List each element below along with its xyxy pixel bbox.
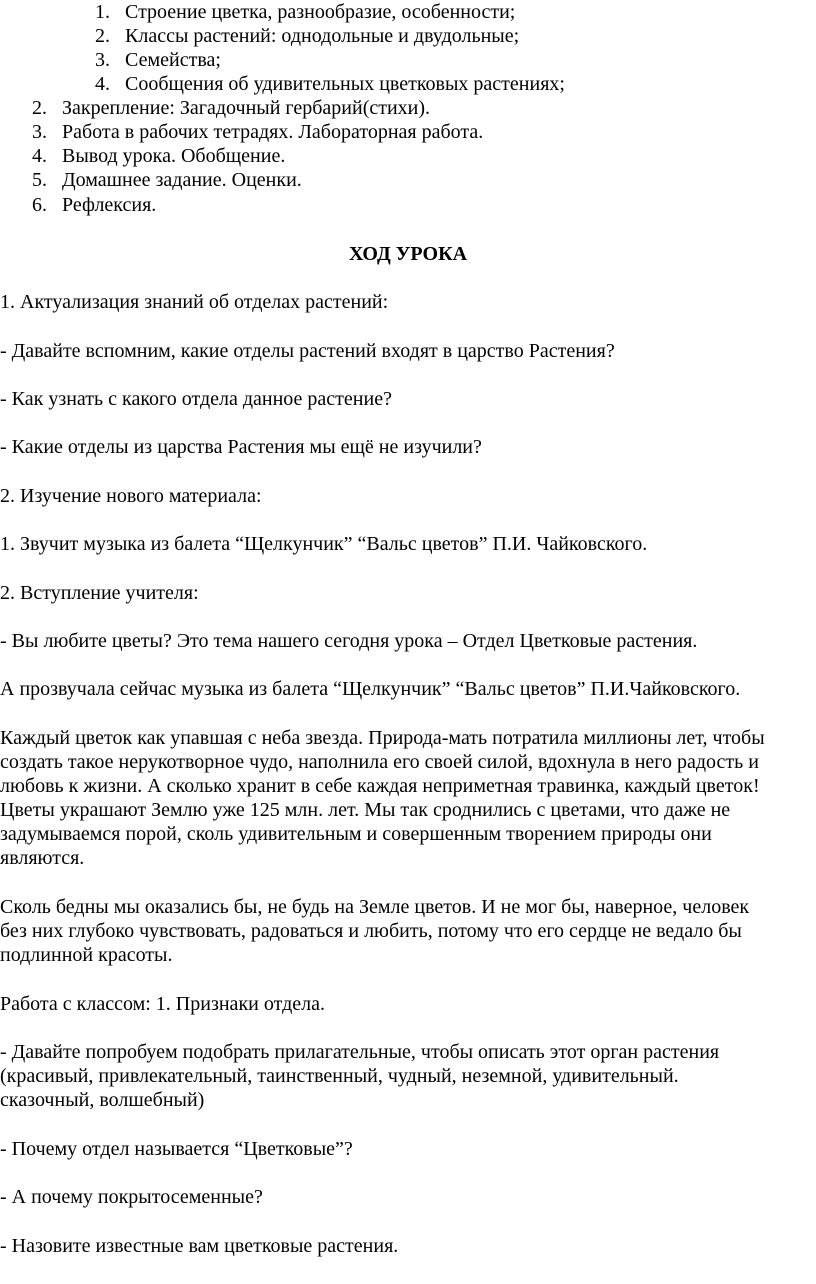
paragraph-line: 1. Звучит музыка из балета “Щелкунчик” “Вальс цветов” П.И. Чайковского. <box>0 533 648 555</box>
sub-list-item: Семейства; <box>125 49 221 71</box>
main-list-item: Закрепление: Загадочный гербарий(стихи). <box>62 97 431 119</box>
paragraph-line: - Какие отделы из царства Растения мы ещё не изучили? <box>0 436 482 458</box>
paragraph-line: без них глубоко чувствовать, радоваться и любить, потому что его сердце не ведало бы <box>0 920 742 942</box>
paragraph-line: (красивый, привлекательный, таинственный, чудный, неземной, удивительный. <box>0 1065 679 1087</box>
sub-list-number: 2. <box>95 25 110 47</box>
paragraph-line: - Как узнать с какого отдела данное растение? <box>0 388 392 410</box>
paragraph-line: Каждый цветок как упавшая с неба звезда. Природа-мать потратила миллионы лет, чтобы <box>0 727 765 749</box>
paragraph-line: сказочный, волшебный) <box>0 1089 205 1111</box>
main-list-item: Домашнее задание. Оценки. <box>62 169 302 191</box>
paragraph-line: - Давайте попробуем подобрать прилагательные, чтобы описать этот орган растения <box>0 1041 720 1063</box>
lesson-title: ХОД УРОКА <box>348 243 468 265</box>
sub-list-number: 4. <box>95 73 110 95</box>
paragraph-line: 1. Актуализация знаний об отделах растений: <box>0 291 389 313</box>
paragraph-line: А прозвучала сейчас музыка из балета “Щелкунчик” “Вальс цветов” П.И.Чайковского. <box>0 678 741 700</box>
paragraph-line: подлинной красоты. <box>0 944 173 966</box>
sub-list-number: 1. <box>95 1 110 23</box>
main-list-number: 5. <box>32 169 47 191</box>
main-list-number: 6. <box>32 194 47 216</box>
paragraph-line: 2. Изучение нового материала: <box>0 485 262 507</box>
sub-list-item: Сообщения об удивительных цветковых растениях; <box>125 73 565 95</box>
main-list-number: 3. <box>32 121 47 143</box>
paragraph-line: - Назовите известные вам цветковые растения. <box>0 1235 399 1257</box>
main-list-number: 4. <box>32 145 47 167</box>
sub-list-item: Классы растений: однодольные и двудольные; <box>125 25 520 47</box>
sub-list-number: 3. <box>95 49 110 71</box>
main-list-number: 2. <box>32 97 47 119</box>
paragraph-line: любовь к жизни. А сколько хранит в себе каждая неприметная травинка, каждый цветок! <box>0 775 760 797</box>
main-list-item: Вывод урока. Обобщение. <box>62 145 286 167</box>
main-list-item: Рефлексия. <box>62 194 157 216</box>
paragraph-line: - Почему отдел называется “Цветковые”? <box>0 1138 353 1160</box>
paragraph-line: - Вы любите цветы? Это тема нашего сегодня урока – Отдел Цветковые растения. <box>0 630 698 652</box>
paragraph-line: создать такое нерукотворное чудо, наполнила его своей силой, вдохнула в него радость и <box>0 751 759 773</box>
paragraph-line: Работа с классом: 1. Признаки отдела. <box>0 993 325 1015</box>
paragraph-line: являются. <box>0 847 85 869</box>
paragraph-line: 2. Вступление учителя: <box>0 582 199 604</box>
paragraph-line: Цветы украшают Землю уже 125 млн. лет. Мы так сроднились с цветами, что даже не <box>0 799 731 821</box>
paragraph-line: - Давайте вспомним, какие отделы растений входят в царство Растения? <box>0 340 615 362</box>
main-list-item: Работа в рабочих тетрадях. Лабораторная работа. <box>62 121 484 143</box>
paragraph-line: - А почему покрытосеменные? <box>0 1186 263 1208</box>
paragraph-line: задумываемся порой, сколь удивительным и совершенным творением природы они <box>0 823 712 845</box>
paragraph-line: Сколь бедны мы оказались бы, не будь на Земле цветов. И не мог бы, наверное, человек <box>0 896 750 918</box>
sub-list-item: Строение цветка, разнообразие, особенности; <box>125 1 516 23</box>
